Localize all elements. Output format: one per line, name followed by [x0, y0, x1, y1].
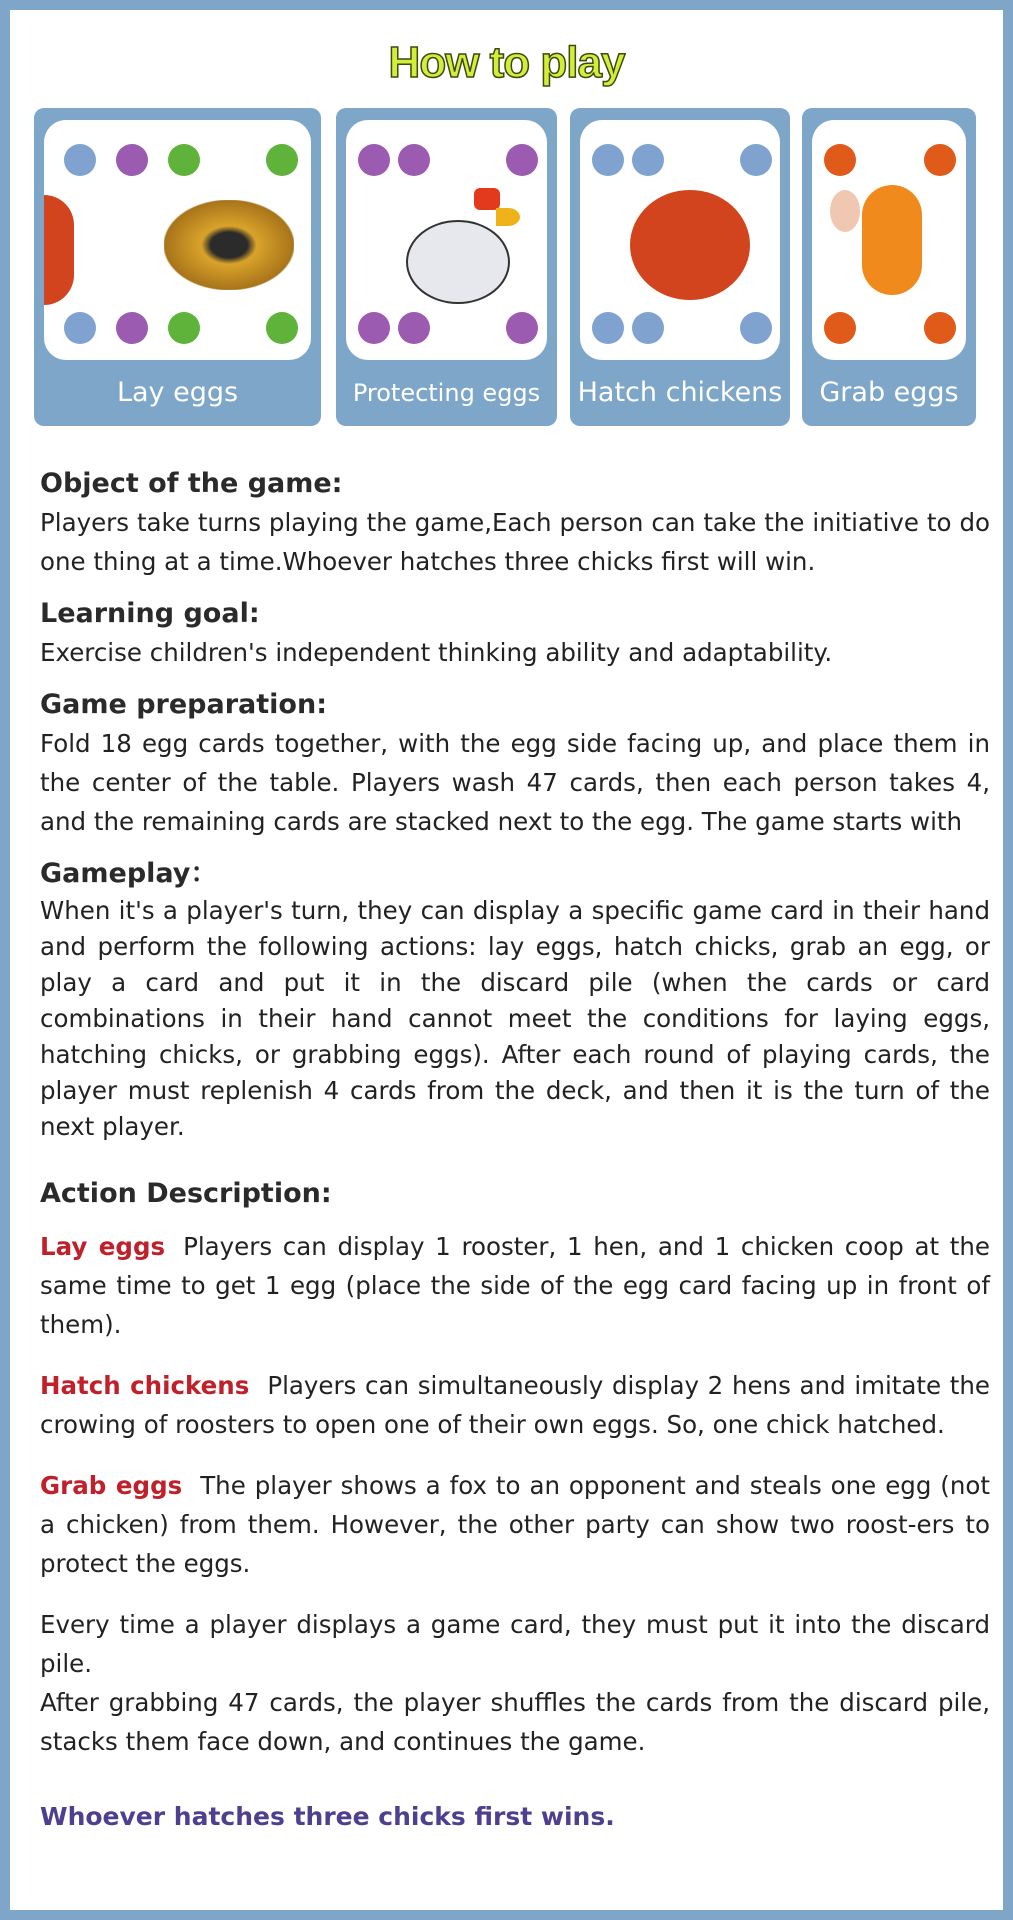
- section-heading: Action Description:: [40, 1178, 332, 1209]
- section-heading: Gameplay：: [40, 858, 218, 889]
- action-name: Lay eggs: [40, 1232, 166, 1261]
- hen-partial-icon: [44, 195, 74, 305]
- fox-icon: [862, 185, 922, 295]
- fox-token-icon: [924, 144, 956, 176]
- note: Every time a player displays a game card, they must put it into the discard pile.: [40, 1610, 990, 1678]
- section-gameplay: [40, 855, 990, 1145]
- chick-token-icon: [168, 144, 200, 176]
- section-body: Fold 18 egg cards together, with the egg side facing up, and place them in the center of the table. Players wash 47 cards, then each person takes 4, and the remaining cards are stacked next to the egg. The game starts with: [40, 729, 990, 836]
- section-heading: Game preparation:: [40, 689, 327, 720]
- winning-condition: Whoever hatches three chicks first wins.: [40, 1802, 615, 1831]
- action-item: [40, 1466, 990, 1583]
- hen-token-icon: [740, 144, 772, 176]
- action-item: [40, 1366, 990, 1444]
- rooster-token-icon: [358, 312, 390, 344]
- hen-token-icon: [740, 312, 772, 344]
- card-face: [346, 120, 547, 360]
- card-face: [580, 120, 780, 360]
- section-body: When it's a player's turn, they can display a specific game card in their hand and perform the following actions: lay eggs, hatch chicks, grab an egg, or play a card and put it in the discard pile (when the cards or card combinations in their hand cannot meet the conditions for laying eggs, hatching chicks, or grabbing eggs). After each round of playing cards, the player must replenish 4 cards from the deck, and then it is the turn of the next player.: [40, 896, 990, 1141]
- fox-token-icon: [824, 144, 856, 176]
- hen-token-icon: [592, 144, 624, 176]
- section-body: Players take turns playing the game,Each person can take the initiative to do one thing at a time.Whoever hatches three chicks first will win.: [40, 508, 990, 576]
- hen-token-icon: [64, 144, 96, 176]
- rules-page: [10, 10, 1003, 1910]
- card-lay-eggs: [34, 108, 321, 426]
- rooster-token-icon: [116, 144, 148, 176]
- card-label: Grab eggs: [819, 377, 959, 408]
- card-grab-eggs: [802, 108, 976, 426]
- action-text: Players can simultaneously display 2 hens and imitate the crowing of roosters to open one of their own eggs. So, one chick hatched.: [40, 1371, 991, 1439]
- egg-icon: [830, 190, 860, 232]
- hen-icon: [630, 190, 750, 300]
- rules-content: [40, 465, 990, 1850]
- action-item: [40, 1227, 990, 1344]
- rooster-icon: [406, 220, 510, 304]
- card-face: [44, 120, 311, 360]
- card-hatch-chickens: [570, 108, 790, 426]
- rooster-beak: [496, 208, 520, 226]
- card-label: Hatch chickens: [577, 377, 783, 408]
- note: After grabbing 47 cards, the player shuffles the cards from the discard pile, stacks them face down, and continues the game.: [40, 1688, 990, 1756]
- card-protecting-eggs: [336, 108, 557, 426]
- section-object: [40, 465, 990, 581]
- rooster-comb: [474, 188, 500, 210]
- card-label: Protecting eggs: [352, 379, 541, 407]
- rooster-token-icon: [506, 144, 538, 176]
- rooster-token-icon: [398, 312, 430, 344]
- action-text: The player shows a fox to an opponent and steals one egg (not a chicken) from them. However, the other party can show two roost-ers to protect the eggs.: [40, 1471, 990, 1578]
- section-learning-goal: [40, 595, 990, 672]
- section-actions: [40, 1175, 990, 1836]
- section-heading: Object of the game:: [40, 468, 343, 499]
- hen-token-icon: [632, 312, 664, 344]
- fox-token-icon: [824, 312, 856, 344]
- hen-token-icon: [592, 312, 624, 344]
- chick-token-icon: [266, 144, 298, 176]
- action-text: Players can display 1 rooster, 1 hen, and 1 chicken coop at the same time to get 1 egg (place the side of the egg card facing up in front of them).: [40, 1232, 990, 1339]
- action-name: Grab eggs: [40, 1471, 183, 1500]
- action-name: Hatch chickens: [40, 1371, 250, 1400]
- fox-token-icon: [924, 312, 956, 344]
- nest-icon: [164, 200, 294, 290]
- page-title: How to play: [388, 38, 625, 87]
- hen-token-icon: [64, 312, 96, 344]
- section-heading: Learning goal:: [40, 598, 260, 629]
- rooster-token-icon: [116, 312, 148, 344]
- section-preparation: [40, 686, 990, 841]
- section-body: Exercise children's independent thinking ability and adaptability.: [40, 638, 833, 667]
- card-label: Lay eggs: [116, 377, 239, 408]
- hen-token-icon: [632, 144, 664, 176]
- chick-token-icon: [168, 312, 200, 344]
- rooster-token-icon: [358, 144, 390, 176]
- rooster-token-icon: [506, 312, 538, 344]
- chick-token-icon: [266, 312, 298, 344]
- rooster-token-icon: [398, 144, 430, 176]
- card-face: [812, 120, 966, 360]
